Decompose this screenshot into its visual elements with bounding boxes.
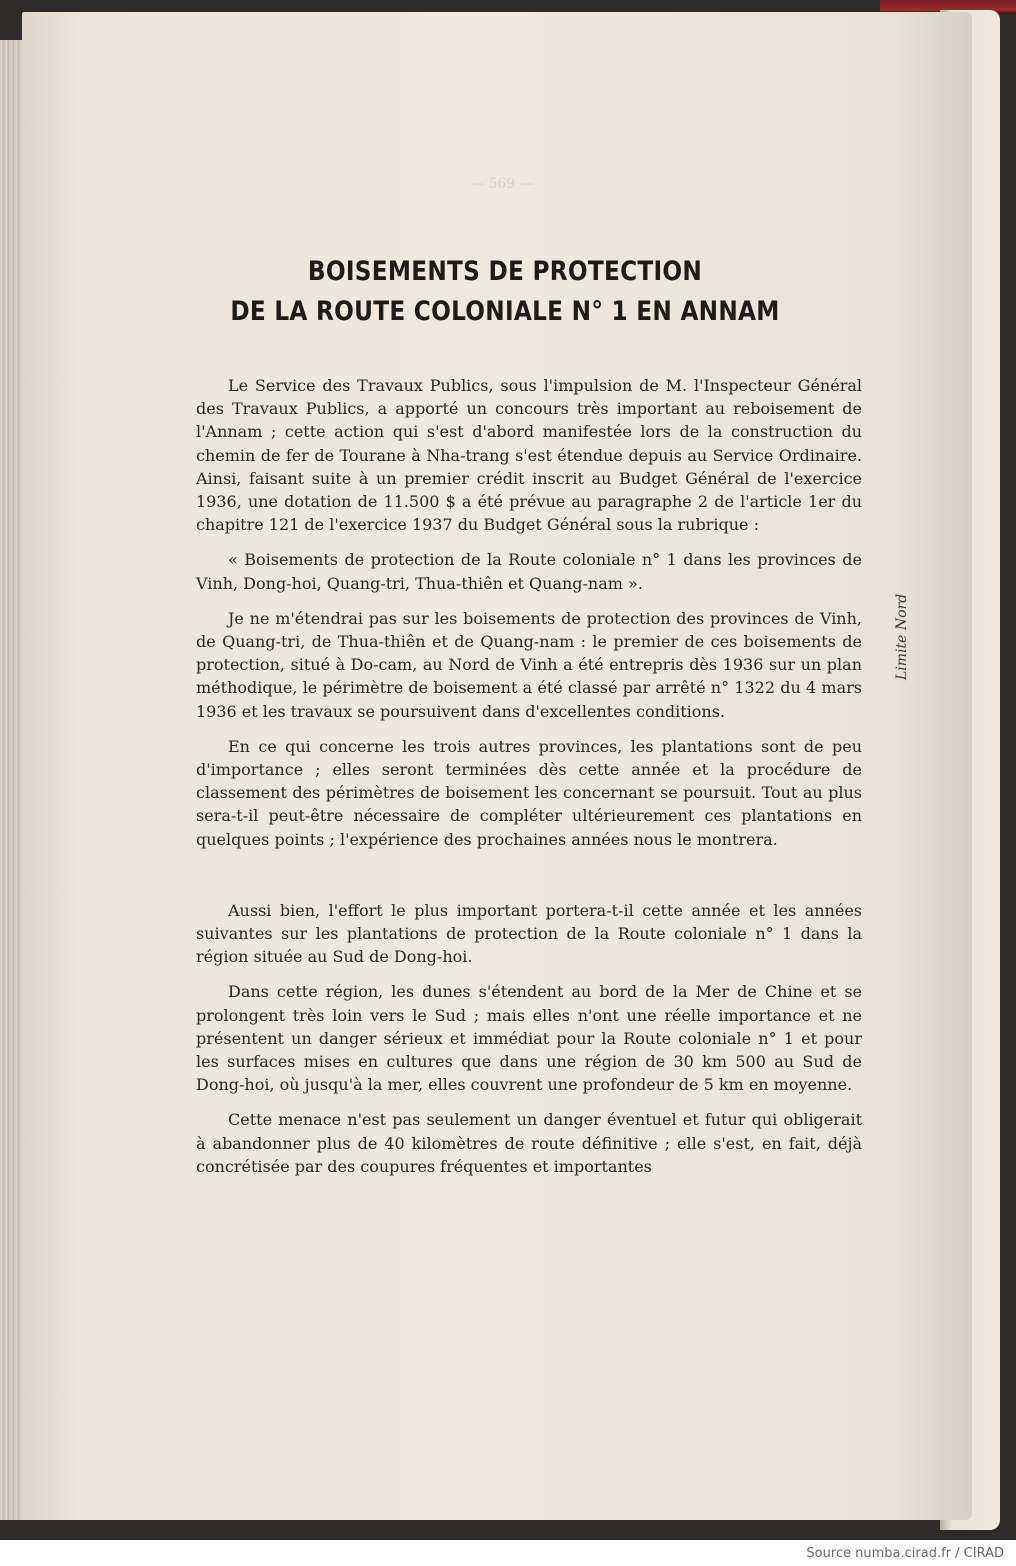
title-line-2: DE LA ROUTE COLONIALE N° 1 EN ANNAM bbox=[230, 296, 780, 327]
paragraph: En ce qui concerne les trois autres provinces, les plantations sont de peu d'importance ; elles seront terminées dès cette année et la procédure de classement des périmètres de boisement les concernant se poursuit. Tout au plus sera-t-il peut-être nécessaire de compléter ultérieurement ces plantations en quelques points ; l'expérience des prochaines années nous le montrera. bbox=[196, 736, 862, 849]
paragraph: Aussi bien, l'effort le plus important portera-t-il cette année et les années suivantes sur les plantations de protection de la Route coloniale n° 1 dans la région située au Sud de Dong-hoi. bbox=[196, 900, 862, 967]
margin-note bbox=[882, 640, 1016, 680]
page-folio: — 569 — bbox=[470, 176, 534, 192]
paragraph: « Boisements de protection de la Route coloniale n° 1 dans les provinces de Vinh, Dong-hoi, Quang-tri, Thua-thiên et Quang-nam ». bbox=[196, 550, 862, 593]
paragraph: Dans cette région, les dunes s'étendent au bord de la Mer de Chine et se prolongent très loin vers le Sud ; mais elles n'ont une réelle importance et ne présentent un danger sérieux et immédiat pour la Route coloniale n° 1 et pour les surfaces mises en cultures que dans une région de 30 km 500 au Sud de Dong-hoi, où jusqu'à la mer, elles couvrent une profondeur de 5 km en moyenne. bbox=[196, 982, 862, 1095]
paragraph: Le Service des Travaux Publics, sous l'impulsion de M. l'Inspecteur Général des Travaux Publics, a apporté un concours très important au reboisement de l'Annam ; cette action qui s'est d'abord manifestée lors de la construction du chemin de fer de Tourane à Nha-trang s'est étendue depuis au Service Ordinaire. Ainsi, faisant suite à un premier crédit inscrit au Budget Général de l'exercice 1936, une dotation de 11.500 $ a été prévue au paragraphe 2 de l'article 1er du chapitre 121 de l'exercice 1937 du Budget Général sous la rubrique : bbox=[196, 376, 862, 535]
paragraph: Je ne m'étendrai pas sur les boisements de protection des provinces de Vinh, de Quang-tri, de Thua-thiên et de Quang-nam : le premier de ces boisements de protection, situé à Do-cam, au Nord de Vinh a été entrepris dès 1936 sur un plan méthodique, le périmètre de boisement a été classé par arrêté n° 1322 du 4 mars 1936 et les travaux se poursuivent dans d'excellentes conditions. bbox=[196, 608, 862, 721]
source-credit: Source numba.cirad.fr / CIRAD bbox=[806, 1546, 1004, 1561]
page-title bbox=[200, 252, 811, 332]
article-body bbox=[196, 374, 862, 1190]
paragraph: Cette menace n'est pas seulement un danger éventuel et futur qui obligerait à abandonner plus de 40 kilomètres de route définitive ; elle s'est, en fait, déjà concrétisée par des coupures fréquentes et importantes bbox=[196, 1110, 862, 1176]
title-line-1: BOISEMENTS DE PROTECTION bbox=[307, 256, 703, 287]
